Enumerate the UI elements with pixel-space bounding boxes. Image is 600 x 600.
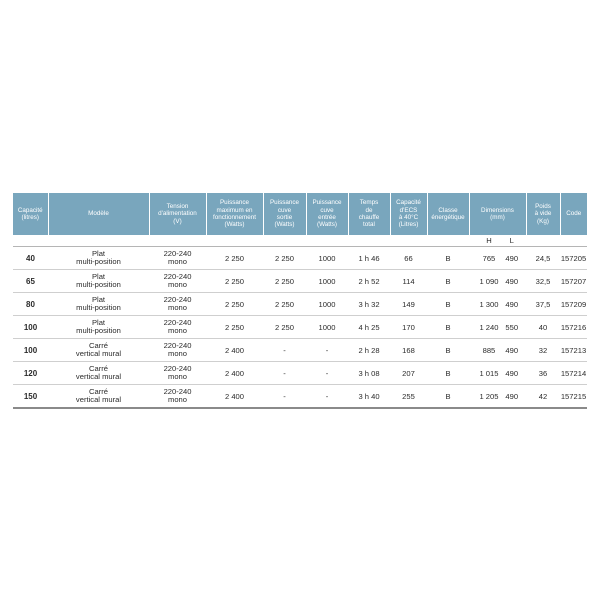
- energy-class-cell: B: [427, 293, 469, 316]
- capacity-cell: 80: [13, 293, 48, 316]
- dhw-capacity-cell: 149: [390, 293, 427, 316]
- dhw-capacity-cell: 170: [390, 316, 427, 339]
- header-dimensions: [469, 193, 526, 235]
- header-tension-line: (V): [173, 217, 182, 225]
- energy-class-cell: B: [427, 385, 469, 409]
- dhw-capacity-cell: 168: [390, 339, 427, 362]
- model-cell: [48, 339, 149, 362]
- model-cell-line: Plat: [91, 317, 106, 327]
- header-ecs-line: (Litres): [398, 221, 419, 229]
- weight-cell: 32: [526, 339, 560, 362]
- dhw-capacity-cell: 207: [390, 362, 427, 385]
- dim-h-label: H: [486, 236, 492, 245]
- table-row: [13, 270, 587, 293]
- dim-h-value: 1 205: [479, 391, 499, 401]
- header-puissance_entree-line: (Watts): [316, 221, 338, 229]
- heat-time-cell: 4 h 25: [348, 316, 390, 339]
- capacity-cell: 120: [13, 362, 48, 385]
- header-puissance_sortie-line: Puissance: [269, 199, 300, 207]
- dim-l-value: 490: [505, 345, 519, 355]
- dimensions-subheader: [469, 235, 526, 247]
- heat-time-cell: 3 h 40: [348, 385, 390, 409]
- header-puissance_sortie-line: cuve: [277, 206, 292, 214]
- voltage-cell-line: 220-240: [163, 340, 192, 350]
- power-in-cell: 1000: [306, 270, 348, 293]
- power-in-cell: -: [306, 362, 348, 385]
- table-row: [13, 385, 587, 409]
- capacity-cell: 40: [13, 247, 48, 270]
- energy-class-cell: B: [427, 362, 469, 385]
- header-poids-line: Poids: [535, 202, 551, 210]
- header-puissance_entree-line: entrée: [318, 214, 336, 221]
- spec-table: [13, 193, 587, 409]
- voltage-cell: [149, 339, 206, 362]
- weight-cell: 24,5: [526, 247, 560, 270]
- table-row: [13, 362, 587, 385]
- header-dimensions-line: (mm): [490, 214, 505, 221]
- capacity-cell: 100: [13, 339, 48, 362]
- header-classe-line: énergétique: [431, 214, 465, 221]
- header-ecs-line: d'ECS: [399, 206, 418, 214]
- power-max-cell: 2 250: [206, 270, 263, 293]
- model-cell-line: vertical mural: [75, 372, 122, 381]
- energy-class-cell: B: [427, 270, 469, 293]
- dim-l-value: 490: [505, 391, 519, 401]
- dhw-capacity-cell: 66: [390, 247, 427, 270]
- power-in-cell: 1000: [306, 316, 348, 339]
- header-modele-line: Modèle: [88, 210, 109, 218]
- dimensions-cell: [469, 247, 526, 270]
- power-max-cell: 2 250: [206, 293, 263, 316]
- header-poids-line: (Kg): [537, 217, 549, 225]
- heat-time-cell: 3 h 32: [348, 293, 390, 316]
- header-row: [13, 193, 587, 235]
- header-dimensions-line: Dimensions: [481, 206, 514, 214]
- header-code: [560, 193, 587, 235]
- code-cell: 157205: [560, 247, 587, 270]
- voltage-cell: [149, 293, 206, 316]
- header-tension: [149, 193, 206, 235]
- header-tension-line: d'alimentation: [158, 210, 197, 218]
- power-max-cell: 2 400: [206, 385, 263, 409]
- header-ecs-line: Capacité: [396, 199, 421, 207]
- dimensions-cell: [469, 293, 526, 316]
- table-row: [13, 339, 587, 362]
- voltage-cell-line: 220-240: [163, 386, 192, 396]
- power-max-cell: 2 400: [206, 339, 263, 362]
- power-out-cell: -: [263, 385, 306, 409]
- voltage-cell-line: 220-240: [163, 363, 192, 373]
- header-capacite: [13, 193, 48, 235]
- table-row: [13, 293, 587, 316]
- capacity-cell: 100: [13, 316, 48, 339]
- power-max-cell: 2 250: [206, 247, 263, 270]
- model-cell-line: multi-position: [76, 326, 121, 335]
- heat-time-cell: 3 h 08: [348, 362, 390, 385]
- energy-class-cell: B: [427, 316, 469, 339]
- dimensions-cell: [469, 339, 526, 362]
- code-cell: 157215: [560, 385, 587, 409]
- header-modele: [48, 193, 149, 235]
- header-temps-line: de: [365, 206, 373, 214]
- dim-h-value: 885: [482, 345, 496, 355]
- weight-cell: 40: [526, 316, 560, 339]
- dim-h-value: 1 090: [479, 276, 499, 286]
- voltage-cell-line: mono: [168, 372, 187, 381]
- header-tension-line: Tension: [166, 202, 189, 210]
- power-in-cell: 1000: [306, 247, 348, 270]
- power-out-cell: -: [263, 339, 306, 362]
- dimensions-cell: [469, 270, 526, 293]
- code-cell: 157214: [560, 362, 587, 385]
- power-out-cell: 2 250: [263, 270, 306, 293]
- dim-l-value: 490: [505, 276, 519, 286]
- header-puissance_max-line: maximum en: [216, 206, 253, 214]
- header-capacite-line: Capacité: [17, 206, 43, 214]
- heat-time-cell: 2 h 52: [348, 270, 390, 293]
- voltage-cell-line: mono: [168, 257, 187, 266]
- header-temps-line: total: [363, 221, 375, 229]
- power-out-cell: 2 250: [263, 316, 306, 339]
- header-ecs-line: à 40°C: [398, 214, 419, 221]
- voltage-cell-line: mono: [168, 280, 187, 289]
- power-out-cell: 2 250: [263, 247, 306, 270]
- dimensions-cell: [469, 316, 526, 339]
- header-poids: [526, 193, 560, 235]
- header-puissance_entree: [306, 193, 348, 235]
- power-in-cell: 1000: [306, 293, 348, 316]
- model-cell-line: Plat: [91, 294, 106, 304]
- voltage-cell: [149, 362, 206, 385]
- dim-h-value: 1 240: [479, 322, 499, 332]
- model-cell-line: Plat: [91, 271, 106, 281]
- table-row: [13, 247, 587, 270]
- dim-l-label: L: [509, 236, 514, 245]
- heat-time-cell: 1 h 46: [348, 247, 390, 270]
- model-cell: [48, 293, 149, 316]
- header-temps: [348, 193, 390, 235]
- voltage-cell: [149, 270, 206, 293]
- header-puissance_max-line: (Watts): [224, 221, 245, 229]
- voltage-cell-line: 220-240: [163, 271, 192, 281]
- model-cell-line: Carré: [89, 363, 108, 373]
- voltage-cell-line: mono: [168, 395, 187, 404]
- header-puissance_entree-line: Puissance: [312, 199, 342, 207]
- weight-cell: 37,5: [526, 293, 560, 316]
- header-temps-line: Temps: [359, 199, 379, 207]
- dim-h-value: 765: [482, 253, 496, 263]
- weight-cell: 36: [526, 362, 560, 385]
- voltage-cell: [149, 385, 206, 409]
- header-puissance_max-line: Puissance: [219, 199, 250, 207]
- code-cell: 157216: [560, 316, 587, 339]
- table-row: [13, 316, 587, 339]
- header-poids-line: à vide: [534, 210, 552, 218]
- model-cell-line: Carré: [89, 340, 108, 350]
- model-cell-line: multi-position: [76, 303, 121, 312]
- header-ecs: [390, 193, 427, 235]
- model-cell-line: multi-position: [76, 257, 121, 266]
- weight-cell: 42: [526, 385, 560, 409]
- model-cell-line: Plat: [91, 248, 106, 258]
- dim-h-value: 1 300: [479, 299, 499, 309]
- voltage-cell-line: mono: [168, 349, 187, 358]
- voltage-cell-line: mono: [168, 326, 187, 335]
- voltage-cell: [149, 316, 206, 339]
- header-puissance_sortie: [263, 193, 306, 235]
- dim-l-value: 490: [505, 368, 519, 378]
- capacity-cell: 150: [13, 385, 48, 409]
- model-cell: [48, 270, 149, 293]
- model-cell: [48, 362, 149, 385]
- model-cell-line: vertical mural: [75, 395, 122, 404]
- model-cell-line: vertical mural: [75, 349, 122, 358]
- header-classe-line: Classe: [438, 206, 458, 214]
- code-cell: 157207: [560, 270, 587, 293]
- capacity-cell: 65: [13, 270, 48, 293]
- dimensions-subheader-row: [13, 235, 587, 247]
- heat-time-cell: 2 h 28: [348, 339, 390, 362]
- dim-l-value: 490: [505, 253, 519, 263]
- header-puissance_max: [206, 193, 263, 235]
- power-out-cell: -: [263, 362, 306, 385]
- model-cell: [48, 385, 149, 409]
- power-max-cell: 2 250: [206, 316, 263, 339]
- dimensions-cell: [469, 362, 526, 385]
- model-cell-line: multi-position: [76, 280, 121, 289]
- model-cell-line: Carré: [89, 386, 108, 396]
- code-cell: 157209: [560, 293, 587, 316]
- header-code-line: Code: [566, 210, 582, 218]
- dimensions-cell: [469, 385, 526, 409]
- energy-class-cell: B: [427, 247, 469, 270]
- header-puissance_sortie-line: sortie: [276, 214, 293, 221]
- header-temps-line: chauffe: [358, 214, 380, 221]
- power-out-cell: 2 250: [263, 293, 306, 316]
- header-capacite-line: (litres): [21, 214, 39, 221]
- dhw-capacity-cell: 255: [390, 385, 427, 409]
- voltage-cell-line: mono: [168, 303, 187, 312]
- voltage-cell-line: 220-240: [163, 248, 192, 258]
- header-puissance_sortie-line: (Watts): [274, 221, 295, 229]
- code-cell: 157213: [560, 339, 587, 362]
- power-max-cell: 2 400: [206, 362, 263, 385]
- model-cell: [48, 247, 149, 270]
- energy-class-cell: B: [427, 339, 469, 362]
- dim-l-value: 490: [505, 299, 519, 309]
- voltage-cell-line: 220-240: [163, 294, 192, 304]
- power-in-cell: -: [306, 339, 348, 362]
- spec-table-container: [13, 193, 587, 409]
- model-cell: [48, 316, 149, 339]
- dim-h-value: 1 015: [479, 368, 499, 378]
- voltage-cell: [149, 247, 206, 270]
- power-in-cell: -: [306, 385, 348, 409]
- header-puissance_entree-line: cuve: [320, 206, 334, 214]
- weight-cell: 32,5: [526, 270, 560, 293]
- header-classe: [427, 193, 469, 235]
- dhw-capacity-cell: 114: [390, 270, 427, 293]
- voltage-cell-line: 220-240: [163, 317, 192, 327]
- header-puissance_max-line: fonctionnement: [212, 214, 257, 221]
- dim-l-value: 550: [505, 322, 519, 332]
